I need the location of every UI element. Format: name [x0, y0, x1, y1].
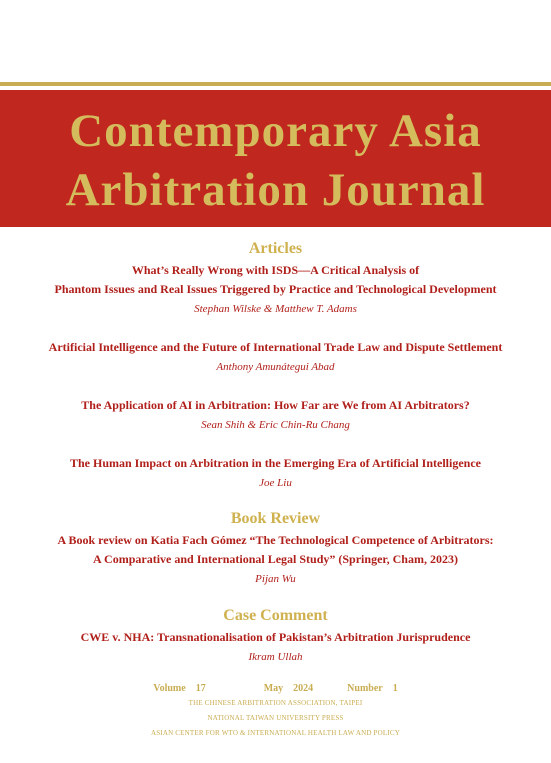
issue-month: May	[263, 683, 284, 694]
book-review-author: Pijan Wu	[255, 573, 296, 585]
article-3-author: Sean Shih & Eric Chin-Ru Chang	[201, 419, 350, 431]
article-4-title: The Human Impact on Arbitration in the Emerging Era of Artificial Intelligence	[70, 456, 481, 470]
case-comment-author: Ikram Ullah	[248, 651, 303, 663]
publisher-line-1: THE CHINESE ARBITRATION ASSOCIATION, TAIPEI	[188, 699, 363, 707]
book-review-title-line2: A Comparative and International Legal Study” (Springer, Cham, 2023)	[93, 552, 458, 566]
number-label: Number	[347, 683, 383, 694]
article-1-title-line2: Phantom Issues and Real Issues Triggered by Practice and Technological Development	[54, 282, 497, 296]
article-4-author: Joe Liu	[259, 477, 292, 489]
book-review-heading: Book Review	[230, 510, 321, 527]
publisher-line-2: NATIONAL TAIWAN UNIVERSITY PRESS	[207, 714, 344, 722]
top-gold-rule	[0, 82, 551, 86]
book-review-title-line1: A Book review on Katia Fach Gómez “The Technological Competence of Arbitrators:	[57, 533, 494, 547]
issue-year: 2024	[293, 683, 314, 694]
article-1-author: Stephan Wilske & Matthew T. Adams	[194, 303, 357, 315]
article-3-title: The Application of AI in Arbitration: How Far are We from AI Arbitrators?	[81, 398, 470, 412]
issue-info	[0, 683, 551, 694]
articles-heading: Articles	[248, 240, 303, 257]
number-value: 1	[392, 683, 398, 694]
volume-number: 17	[195, 683, 206, 694]
publisher-line-3: ASIAN CENTER FOR WTO & INTERNATIONAL HEALTH LAW AND POLICY	[150, 729, 401, 737]
volume-label: Volume	[153, 683, 186, 694]
article-2-author: Anthony Amunátegui Abad	[216, 361, 335, 373]
article-2-title: Artificial Intelligence and the Future of International Trade Law and Dispute Settlement	[48, 340, 503, 354]
journal-title-line2: Arbitration Journal	[65, 164, 486, 216]
case-comment-title: CWE v. NHA: Transnationalisation of Pakistan’s Arbitration Jurisprudence	[80, 630, 471, 644]
case-comment-heading: Case Comment	[223, 607, 328, 624]
journal-title-line1: Contemporary Asia	[69, 105, 482, 157]
title-banner	[0, 90, 551, 227]
article-1-title-line1: What’s Really Wrong with ISDS—A Critical Analysis of	[131, 263, 420, 277]
